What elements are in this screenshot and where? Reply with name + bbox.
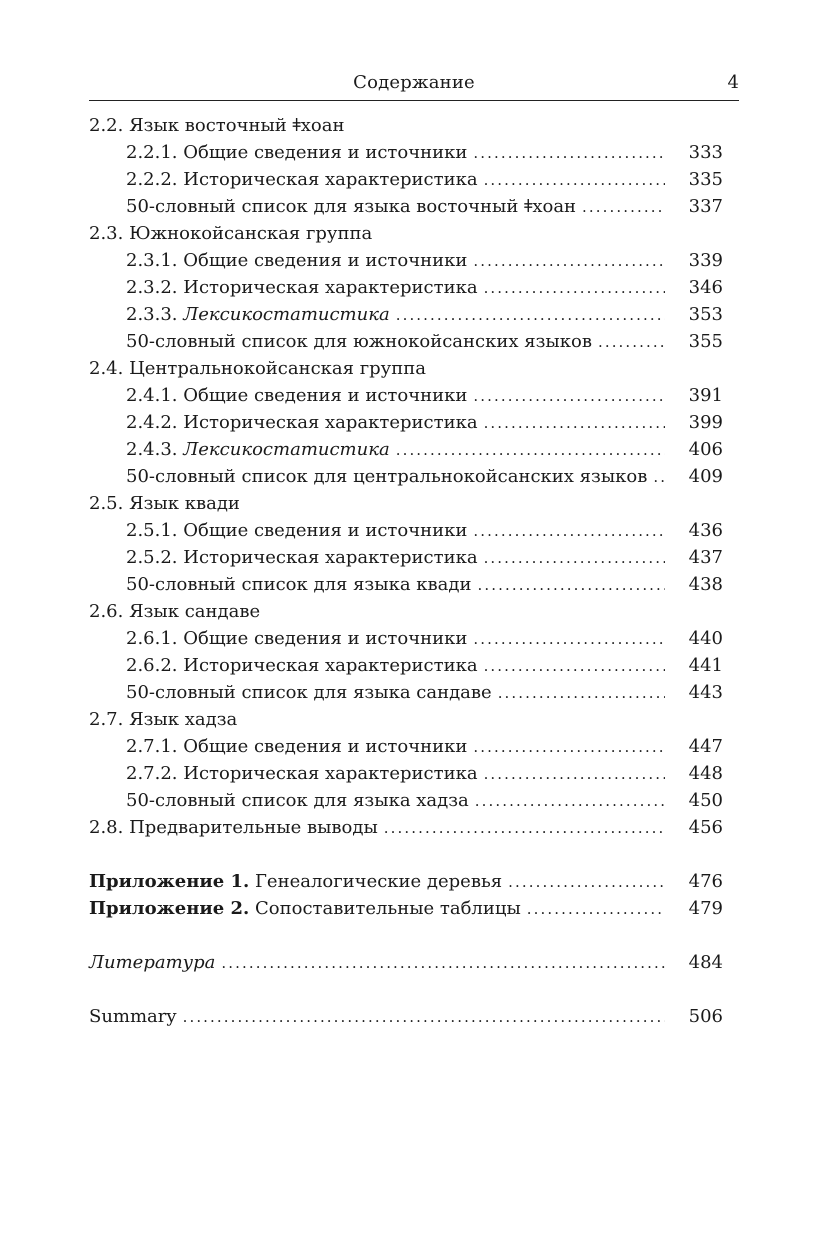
toc-entry-label (126, 301, 390, 328)
toc-entry-page: 479 (688, 898, 723, 919)
toc-entry (89, 868, 723, 895)
toc-entry (89, 166, 723, 193)
toc-entry (89, 328, 723, 355)
toc-entry-page: 437 (688, 547, 723, 568)
toc-leader-dots (183, 1004, 665, 1031)
toc-entry-label: 2.8. Предварительные выводы (89, 817, 378, 838)
toc-entry (89, 301, 723, 328)
toc-section-heading (89, 490, 723, 517)
toc-entry-label: 2.4.2. Историческая характеристика (126, 412, 478, 433)
toc-entry-label (126, 436, 390, 463)
toc-leader-dots (484, 167, 665, 194)
toc-entry-label: Summary (89, 1006, 177, 1027)
toc-entry (89, 517, 723, 544)
toc-entry (89, 760, 723, 787)
toc-entry-page: 484 (688, 952, 723, 973)
toc-entry (89, 895, 723, 922)
toc-entry (89, 949, 723, 976)
toc-leader-dots (477, 572, 665, 599)
toc-section-heading-label: 2.6. Язык сандаве (89, 601, 261, 622)
toc-entry (89, 679, 723, 706)
toc-entry-title: Литература (89, 952, 216, 973)
toc-entry (89, 463, 723, 490)
toc-leader-dots (473, 248, 665, 275)
toc-leader-dots (598, 329, 665, 356)
toc-entry-page: 456 (688, 817, 723, 838)
toc-entry (89, 625, 723, 652)
toc-entry-label (89, 895, 521, 922)
toc-entry-label: 2.7.2. Историческая характеристика (126, 763, 478, 784)
toc-section-heading-label: 2.3. Южнокойсанская группа (89, 223, 373, 244)
toc-entry-label: 50-словный список для языка квади (126, 574, 472, 595)
toc-entry-label: 50-словный список для южнокойсанских языков (126, 331, 592, 352)
toc-section-heading-label: 2.2. Язык восточный ǂхоан (89, 115, 345, 136)
toc-entry-page: 391 (688, 385, 723, 406)
toc-entry (89, 1003, 723, 1030)
toc-entry-page: 335 (688, 169, 723, 190)
toc-entry-label (89, 949, 215, 976)
toc-leader-dots (475, 788, 665, 815)
toc-leader-dots (473, 734, 665, 761)
toc-leader-dots (484, 653, 665, 680)
toc-entry-label: 2.5.2. Историческая характеристика (126, 547, 478, 568)
toc-entry-label: 50-словный список для центральнокойсанских языков (126, 466, 648, 487)
toc-entry-page: 353 (688, 304, 723, 325)
toc-entry-label: 2.6.2. Историческая характеристика (126, 655, 478, 676)
toc-entry (89, 571, 723, 598)
toc-entry-page: 438 (688, 574, 723, 595)
toc-entry-title: Генеалогические деревья (249, 871, 503, 892)
toc-leader-dots (384, 815, 665, 842)
toc-entry-page: 436 (688, 520, 723, 541)
toc-entry-page: 339 (688, 250, 723, 271)
toc-entry (89, 247, 723, 274)
toc-entry (89, 814, 723, 841)
toc-leader-dots (473, 140, 665, 167)
toc-section-heading-label: 2.5. Язык квади (89, 493, 240, 514)
toc-section-heading (89, 355, 723, 382)
toc-entry-page: 399 (688, 412, 723, 433)
toc-entry-page: 448 (688, 763, 723, 784)
toc-appendix-number: Приложение 2. (89, 898, 250, 919)
toc-leader-dots (484, 410, 665, 437)
toc-entry-label: 2.5.1. Общие сведения и источники (126, 520, 468, 541)
table-of-contents (89, 112, 723, 1030)
toc-leader-dots (508, 869, 665, 896)
toc-entry-number: 2.4.3. (126, 439, 184, 460)
toc-entry-page: 476 (688, 871, 723, 892)
toc-leader-dots (653, 464, 665, 491)
toc-entry-label: 50-словный список для языка сандаве (126, 682, 492, 703)
toc-entry-label (89, 868, 502, 895)
toc-entry-label: 2.7.1. Общие сведения и источники (126, 736, 468, 757)
toc-entry-title: Лексикостатистика (183, 439, 390, 460)
toc-entry-page: 440 (688, 628, 723, 649)
toc-leader-dots (484, 761, 665, 788)
toc-entry-label: 2.3.2. Историческая характеристика (126, 277, 478, 298)
running-header (89, 72, 739, 101)
toc-section-heading (89, 112, 723, 139)
toc-entry (89, 787, 723, 814)
toc-entry-page: 506 (688, 1006, 723, 1027)
toc-leader-dots (473, 383, 665, 410)
toc-appendix-number: Приложение 1. (89, 871, 250, 892)
toc-entry-page: 355 (688, 331, 723, 352)
toc-leader-dots (473, 518, 665, 545)
toc-leader-dots (484, 275, 665, 302)
toc-entry-label: 2.2.2. Историческая характеристика (126, 169, 478, 190)
toc-entry-page: 447 (688, 736, 723, 757)
toc-entry-label: 50-словный список для языка восточный ǂхоан (126, 196, 577, 217)
toc-section-heading-label: 2.4. Центральнокойсанская группа (89, 358, 426, 379)
toc-entry (89, 409, 723, 436)
toc-leader-dots (396, 437, 665, 464)
toc-entry-label: 2.6.1. Общие сведения и источники (126, 628, 468, 649)
toc-entry-page: 333 (688, 142, 723, 163)
toc-entry (89, 382, 723, 409)
toc-entry-page: 450 (688, 790, 723, 811)
toc-entry-title: Сопоставительные таблицы (249, 898, 521, 919)
toc-entry (89, 733, 723, 760)
toc-entry-title: Лексикостатистика (183, 304, 390, 325)
toc-entry-page: 406 (688, 439, 723, 460)
toc-entry-label: 2.3.1. Общие сведения и источники (126, 250, 468, 271)
toc-leader-dots (527, 896, 665, 923)
toc-entry-label: 2.2.1. Общие сведения и источники (126, 142, 468, 163)
toc-entry-page: 337 (688, 196, 723, 217)
toc-section-heading (89, 706, 723, 733)
toc-section-heading (89, 220, 723, 247)
toc-leader-dots (473, 626, 665, 653)
toc-entry-number: 2.3.3. (126, 304, 184, 325)
toc-section-heading-label: 2.7. Язык хадза (89, 709, 238, 730)
toc-leader-dots (396, 302, 665, 329)
toc-entry-page: 409 (688, 466, 723, 487)
toc-entry (89, 436, 723, 463)
toc-entry (89, 544, 723, 571)
toc-leader-dots (582, 194, 665, 221)
toc-section-heading (89, 598, 723, 625)
toc-entry (89, 652, 723, 679)
toc-leader-dots (221, 950, 665, 977)
toc-entry-page: 346 (688, 277, 723, 298)
toc-entry (89, 139, 723, 166)
toc-entry (89, 193, 723, 220)
toc-entry (89, 274, 723, 301)
toc-leader-dots (498, 680, 665, 707)
toc-entry-label: 2.4.1. Общие сведения и источники (126, 385, 468, 406)
toc-leader-dots (484, 545, 665, 572)
running-header-title: Содержание (353, 72, 475, 93)
toc-entry-label: 50-словный список для языка хадза (126, 790, 469, 811)
page-number: 4 (727, 72, 739, 93)
toc-entry-page: 443 (688, 682, 723, 703)
toc-entry-page: 441 (688, 655, 723, 676)
